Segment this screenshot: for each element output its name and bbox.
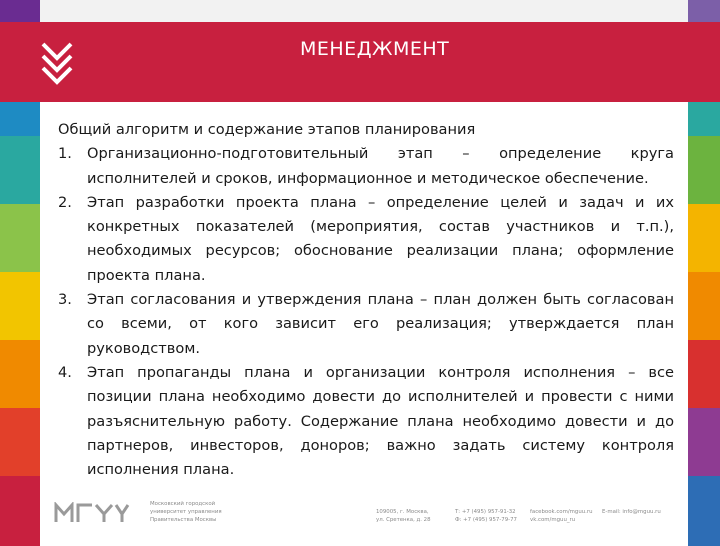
double-chevron-down-icon [40, 36, 74, 88]
item-text: – определение целей и задач и их конкретных показателей (мероприятия, состав участников и т.п.), необходимых ресурсов; обоснование реализации плана; оформление проекта плана. [87, 193, 674, 284]
header-banner [0, 22, 720, 102]
decor-stripe [688, 136, 720, 206]
footer-org-line: университет управления [150, 509, 222, 515]
footer-web-link[interactable]: facebook.com/mguu.ru [530, 509, 593, 515]
footer-phone-line: Ф: +7 (495) 957-79-77 [455, 517, 517, 523]
item-text: – план должен быть согласован со всеми, от кого зависит его реализация; утверждается план руководством. [87, 291, 674, 357]
decor-stripe [688, 272, 720, 342]
footer-org [150, 500, 222, 524]
mgu-logo-icon [54, 502, 130, 524]
footer-web [530, 508, 593, 524]
list-item [58, 288, 674, 361]
decor-stripe [688, 408, 720, 478]
decor-stripe [688, 340, 720, 410]
footer-org-line: Правительства Москвы [150, 517, 217, 523]
decor-stripe [688, 476, 720, 546]
footer-org-line: Московский городской [150, 501, 216, 507]
footer-address-line: ул. Сретенка, д. 28 [376, 517, 431, 523]
decor-stripe [0, 408, 40, 478]
list-item [58, 142, 674, 191]
item-title: Организационно-подготовительный этап [87, 145, 433, 163]
footer [40, 494, 688, 540]
decor-stripe [688, 204, 720, 274]
footer-address [376, 508, 431, 524]
item-text: – определение круга исполнителей и сроков, информационное и методическое обеспечение. [87, 145, 674, 187]
item-title: Этап разработки проекта плана [87, 193, 357, 211]
footer-phone-line: Т: +7 (495) 957-91-32 [455, 509, 516, 515]
decor-stripe [0, 272, 40, 342]
item-number: 3. [58, 291, 72, 309]
top-bar [40, 0, 688, 22]
item-number: 2. [58, 193, 72, 211]
item-title: Этап пропаганды плана и организации контроля исполнения [87, 363, 616, 381]
decor-stripe [0, 136, 40, 206]
section-heading: Общий алгоритм и содержание этапов планирования [58, 121, 476, 138]
item-number: 4. [58, 363, 72, 381]
list-item [58, 361, 674, 482]
item-number: 1. [58, 145, 72, 163]
decor-stripe [0, 340, 40, 410]
footer-address-line: 109005, г. Москва, [376, 509, 429, 515]
item-title: Этап согласования и утверждения плана [87, 291, 414, 309]
decor-stripe [0, 204, 40, 274]
footer-email[interactable]: E-mail: info@mguu.ru [602, 509, 661, 515]
main-content [58, 118, 674, 482]
list-item [58, 191, 674, 288]
decor-stripe [0, 476, 40, 546]
page-title: МЕНЕДЖМЕНТ [300, 38, 450, 60]
stages-list [58, 142, 674, 482]
footer-phones [455, 508, 517, 524]
item-text: – все позиции плана необходимо довести до исполнителей и провести с ними разъяснительную работу. Содержание плана необходимо довести и до партнеров, инвесторов, доноров; важно задать систему контроля исполнения плана. [87, 363, 674, 479]
footer-web-link[interactable]: vk.com/mguu_ru [530, 517, 576, 523]
